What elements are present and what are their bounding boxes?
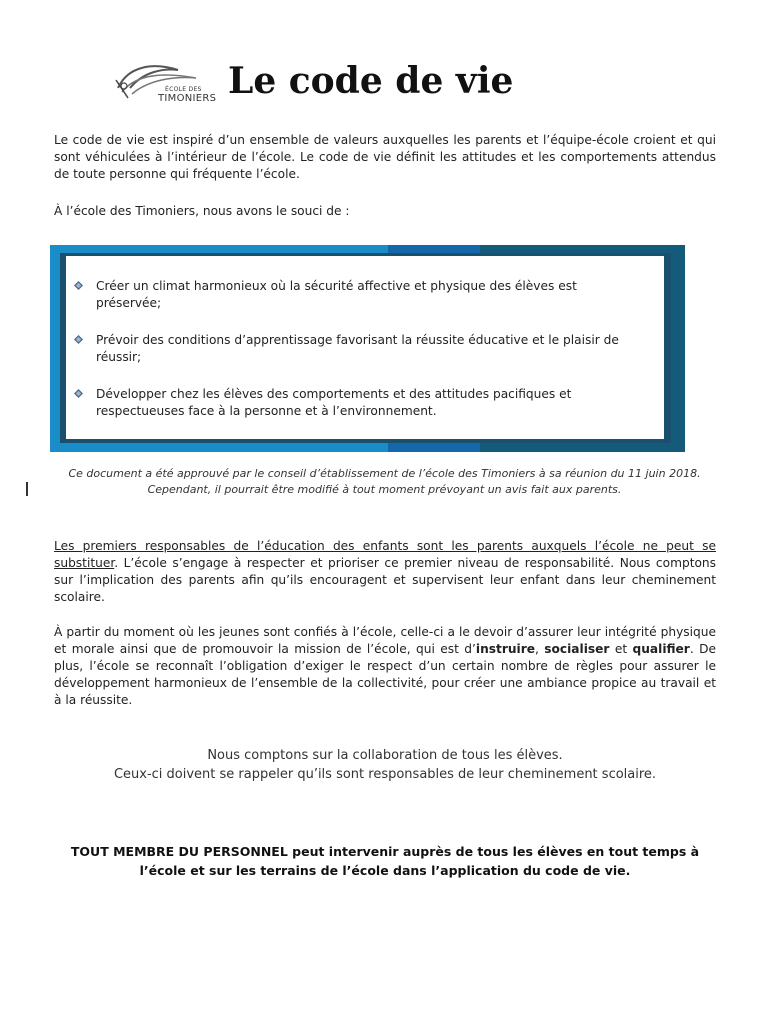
page-title: Le code de vie	[228, 60, 514, 102]
collaboration-note	[54, 746, 716, 784]
value-text: Développer chez les élèves des comportements et des attitudes pacifiques et respectueuses face à la personne et à l’environnement.	[96, 387, 572, 418]
school-logo	[108, 58, 217, 110]
text-cursor-marker	[26, 482, 28, 496]
value-text: Prévoir des conditions d’apprentissage favorisant la réussite éducative et le plaisir de réussir;	[96, 333, 619, 364]
values-list	[66, 256, 664, 439]
staff-statement	[54, 842, 716, 880]
staff-line1: TOUT MEMBRE DU PERSONNEL peut intervenir auprès de tous les élèves en tout temps à	[70, 844, 700, 859]
page-header	[108, 58, 668, 120]
duty-sep1: ,	[534, 642, 545, 656]
logo-line1: ÉCOLE DES	[165, 86, 202, 93]
staff-line2: l’école et sur les terrains de l’école dans l’application du code de vie.	[139, 863, 631, 878]
duty-word-instruire: instruire	[475, 642, 535, 656]
concern-intro: À l’école des Timoniers, nous avons le souci de :	[54, 204, 350, 218]
responsibility-rest: . L’école s’engage à respecter et prioriser ce premier niveau de responsabilité. Nous comptons sur l’implication des parents afin qu’ils encouragent et supervisent leur enfant dans leur cheminement scolaire.	[54, 556, 716, 604]
logo-line2: TIMONIERS	[158, 93, 217, 104]
duty-word-socialiser: socialiser	[544, 642, 610, 656]
approval-note: Ce document a été approuvé par le conseil d’établissement de l’école des Timoniers à sa réunion du 11 juin 2018. Cependant, il pourrait être modifié à tout moment prévoyant un avis fait aux parents.	[68, 467, 701, 496]
collaboration-line2: Ceux-ci doivent se rappeler qu’ils sont responsables de leur cheminement scolaire.	[113, 767, 657, 782]
intro-paragraph: Le code de vie est inspiré d’un ensemble de valeurs auxquelles les parents et l’équipe-école croient et qui sont véhiculées à l’intérieur de l’école. Le code de vie définit les attitudes et les comportements attendus de toute personne qui fréquente l’école.	[54, 133, 716, 181]
responsibility-paragraph	[54, 538, 716, 606]
duty-part1: À partir du moment où les jeunes sont confiés à l’école, celle-ci a le devoir d’assurer leur intégrité physique et morale ainsi que de promouvoir la mission de l’école, qui est d’	[54, 625, 716, 656]
diamond-bullet-icon	[74, 335, 83, 344]
duty-word-qualifier: qualifier	[632, 642, 690, 656]
responsibility-underlined: Les premiers responsables de l’éducation des enfants sont les parents auxquels l’école ne peut se substituer	[54, 539, 716, 570]
collaboration-line1: Nous comptons sur la collaboration de tous les élèves.	[207, 748, 563, 763]
diamond-bullet-icon	[74, 389, 83, 398]
duty-sep2: et	[609, 642, 633, 656]
value-text: Créer un climat harmonieux où la sécurité affective et physique des élèves est préservée;	[96, 279, 577, 310]
duty-paragraph	[54, 624, 716, 709]
diamond-bullet-icon	[74, 281, 83, 290]
duty-part2: . De plus, l’école se reconnaît l’obligation d’exiger le respect d’un certain nombre de règles pour assurer le développement harmonieux de l’ensemble de la collectivité, pour créer une ambiance propice au travail et à la réussite.	[54, 642, 717, 707]
